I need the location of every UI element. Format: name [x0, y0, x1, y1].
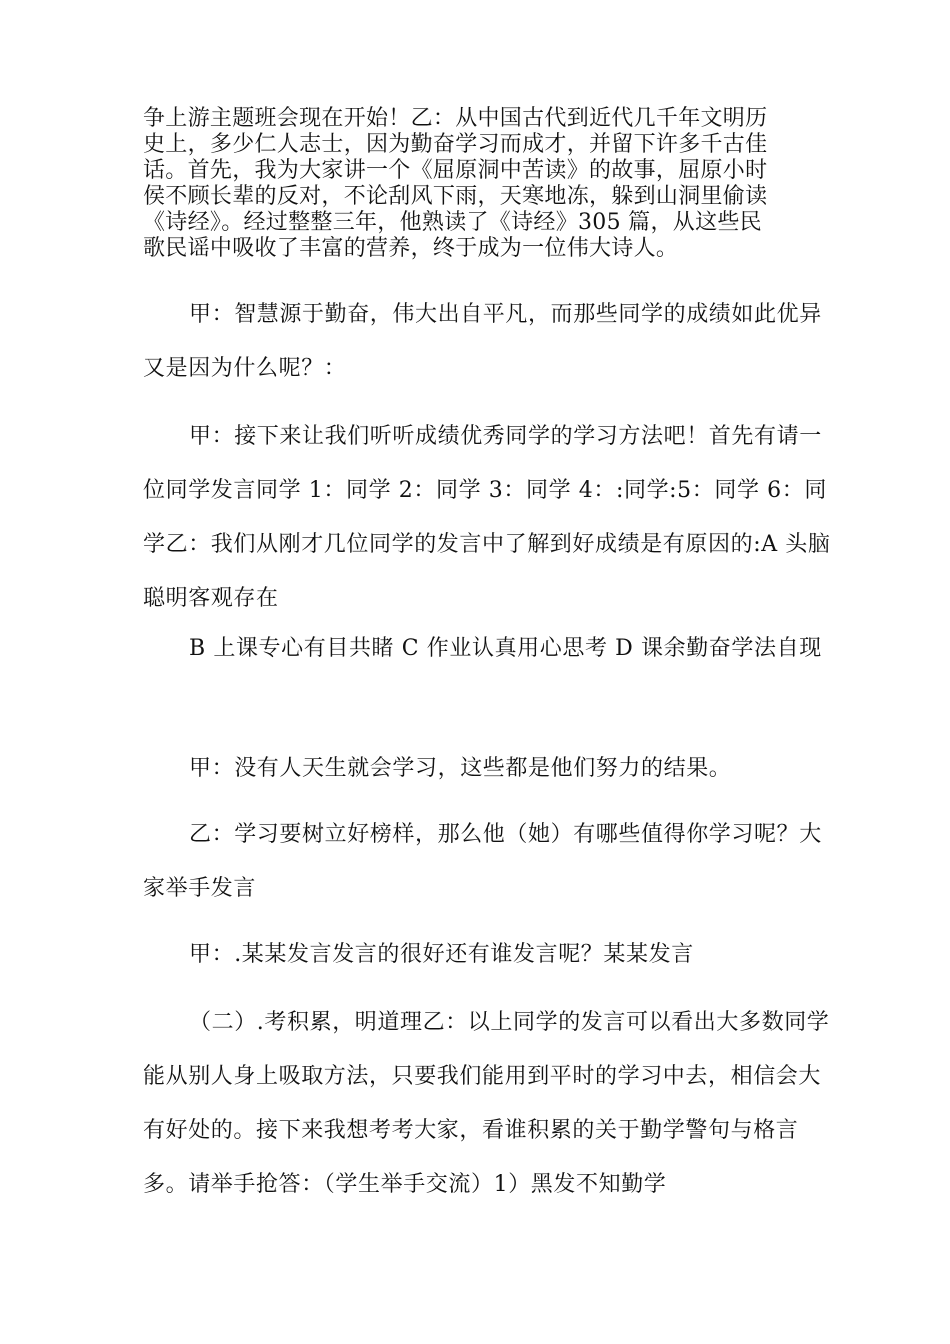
paragraph-effort: 甲：没有人天生就会学习，这些都是他们努力的结果。: [189, 756, 732, 781]
paragraph-study-methods: 甲：接下来让我们听听成绩优秀同学的学习方法吧！首先有请一位同学发言同学 1：同学 2：同学 3：同学 4：:同学:5：同学 6：同学乙：我们从刚才几位同学的发言中了解到好成绩是有原因的:A 头脑聪明客观存在: [143, 424, 831, 611]
intro-paragraph: 争上游主题班会现在开始！乙：从中国古代到近代几千年文明历 史上，多少仁人志士，因为勤奋学习而成才，并留下许多千古佳 话。首先，我为大家讲一个《屈原洞中苦读》的故事，屈原小时 侯不顾长辈的反对，不论刮风下雨，天寒地冻，躲到山洞里偷读 《诗经》。经过整整三年，他熟读了《诗经》305 篇，从这些民 歌民谣中吸收了丰富的营养，终于成为一位伟大诗人。: [143, 106, 768, 261]
paragraph-section-two: （二）.考积累，明道理乙：以上同学的发言可以看出大多数同学能从别人身上吸取方法，只要我们能用到平时的学习中去，相信会大有好处的。接下来我想考考大家，看谁积累的关于勤学警句与格言多。请举手抢答：（学生举手交流）1）黑发不知勤学: [143, 1010, 830, 1197]
paragraph-who-else: 甲：.某某发言发言的很好还有谁发言呢？某某发言: [189, 942, 694, 967]
paragraph-wisdom-question: 甲：智慧源于勤奋，伟大出自平凡，而那些同学的成绩如此优异又是因为什么呢？：: [143, 302, 822, 381]
paragraph-options: B 上课专心有目共睹 C 作业认真用心思考 D 课余勤奋学法自现: [189, 636, 822, 661]
paragraph-role-model: 乙：学习要树立好榜样，那么他（她）有哪些值得你学习呢？大家举手发言: [143, 822, 822, 901]
